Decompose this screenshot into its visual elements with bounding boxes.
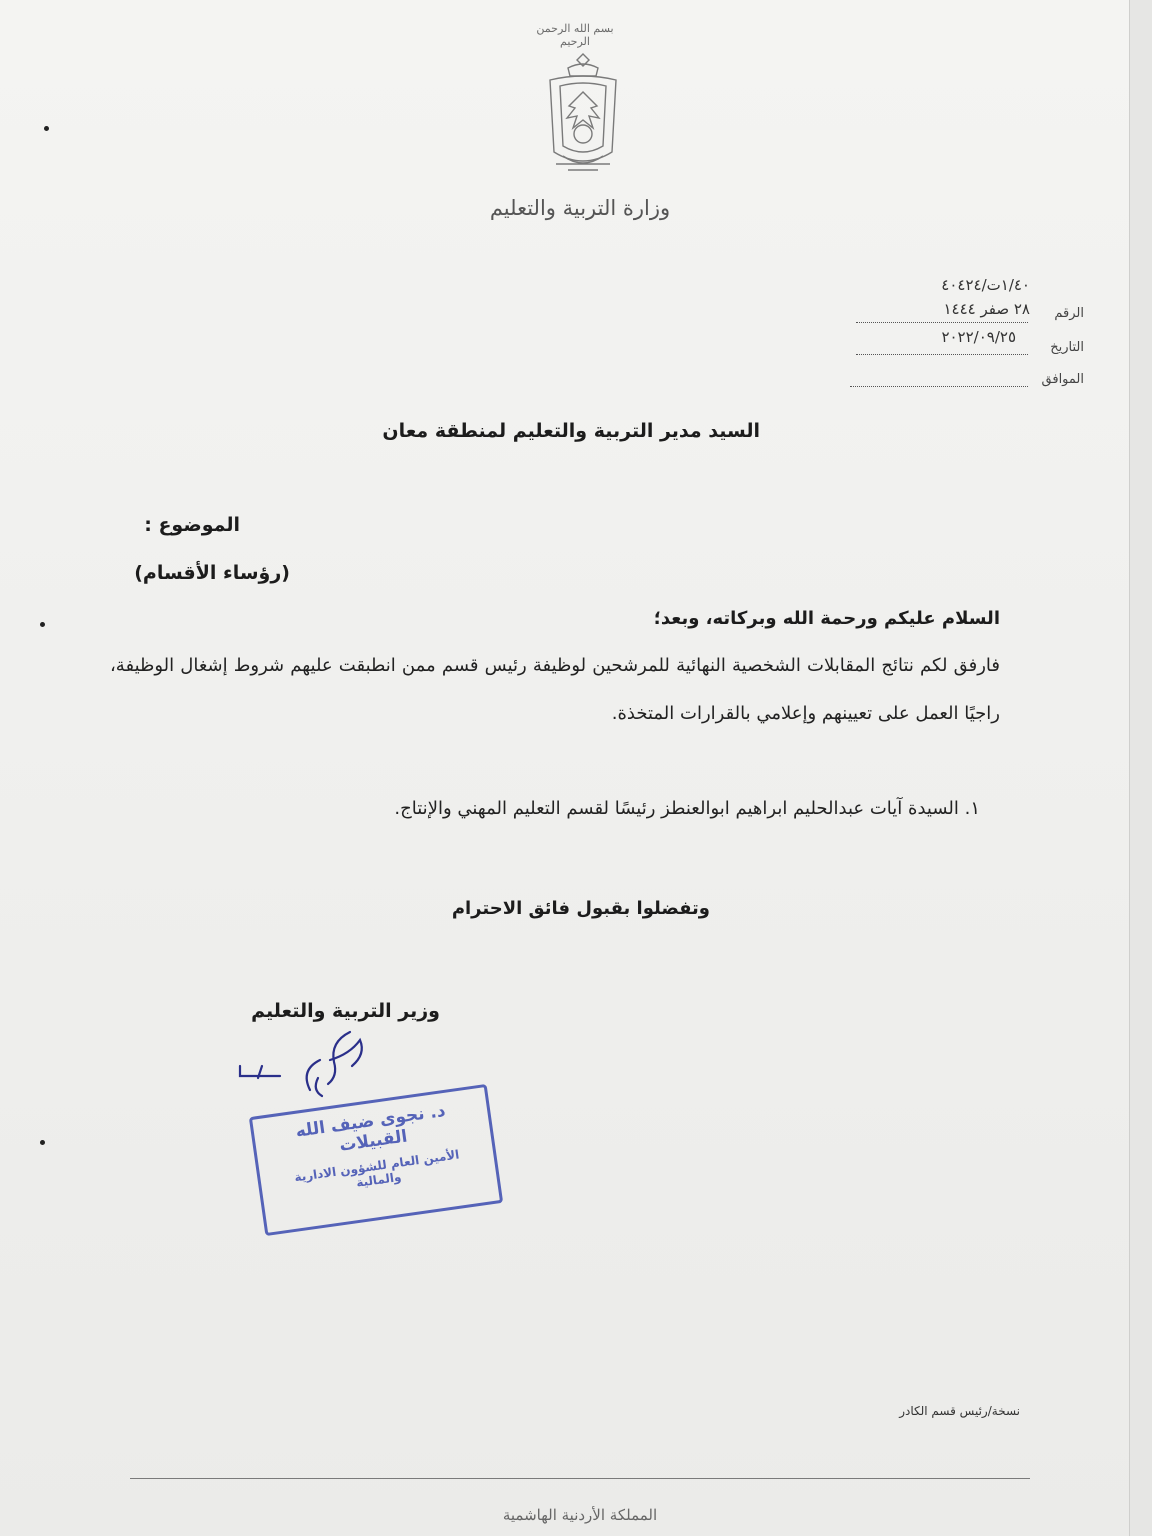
coat-of-arms-icon: [538, 48, 628, 178]
stamp-name: د. نجوى ضيف الله القبيلات: [294, 1100, 447, 1156]
kingdom-footer: المملكة الأردنية الهاشمية: [502, 1506, 658, 1524]
gregorian-date: ٢٠٢٢/٠٩/٢٥: [941, 328, 1016, 346]
reference-number: ١/٤٠ت/٤٠٤٢٤: [941, 276, 1030, 294]
list-item: ١. السيدة آيات عبدالحليم ابراهيم ابوالعنطز رئيسًا لقسم التعليم المهني والإنتاج.: [394, 798, 980, 819]
signatory-title: وزير التربية والتعليم: [251, 1000, 440, 1022]
footer-divider: [130, 1478, 1030, 1479]
date-line: [856, 354, 1028, 355]
addressee: السيد مدير التربية والتعليم لمنطقة معان: [382, 420, 760, 442]
basmala: بسم الله الرحمن الرحيم: [536, 22, 614, 48]
greeting: السلام عليكم ورحمة الله وبركاته، وبعد؛: [653, 608, 1000, 629]
stamp-title: الأمين العام للشؤون الادارية والمالية: [293, 1147, 461, 1190]
subject-label: الموضوع :: [144, 514, 240, 536]
reference-number-label: الرقم: [1054, 306, 1084, 321]
margin-dot: [40, 622, 45, 627]
copy-to: نسخة/رئيس قسم الكادر: [899, 1404, 1020, 1418]
margin-dot: [44, 126, 49, 131]
subject-value: (رؤساء الأقسام): [134, 562, 290, 584]
closing: وتفضلوا بقبول فائق الاحترام: [451, 898, 710, 919]
page-edge: [1129, 0, 1152, 1536]
body-paragraph: فارفق لكم نتائج المقابلات الشخصية النهائية للمرشحين لوظيفة رئيس قسم ممن انطبقت عليهم شروط إشغال الوظيفة، راجيًا العمل على تعيينهم وإعلامي بالقرارات المتخذة.: [110, 655, 1000, 724]
date-label: التاريخ: [1050, 340, 1084, 355]
hijri-date: ٢٨ صفر ١٤٤٤: [943, 300, 1030, 318]
equivalent-label: الموافق: [1041, 372, 1084, 387]
ministry-name: وزارة التربية والتعليم: [489, 196, 671, 220]
equivalent-line: [850, 386, 1028, 387]
margin-dot: [40, 1140, 45, 1145]
number-line: [856, 322, 1028, 323]
